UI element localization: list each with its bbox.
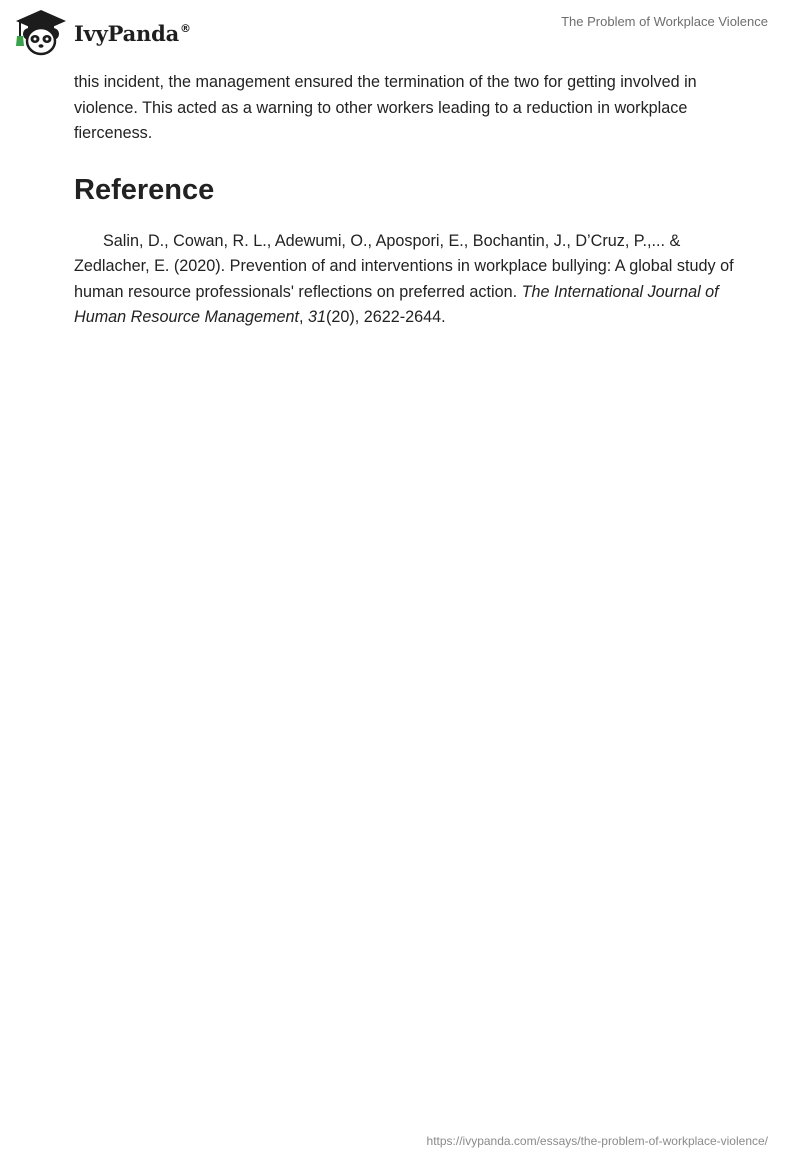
reference-sep: , (298, 308, 308, 326)
page-header (0, 0, 800, 64)
document-body (74, 70, 734, 331)
running-title: The Problem of Workplace Violence (561, 14, 768, 29)
reference-authors: Salin, D., Cowan, R. L., Adewumi, O., Apospori, E., Bochantin, J., D’Cruz, P.,... & Zedlacher, E. (2020). Prevention of and interventions in workplace bullying: A global study of human resource professionals' reflections on preferred action. (74, 231, 734, 301)
logo-text: IvyPanda® (74, 20, 191, 46)
reference-issue-pages: (20), 2622-2644. (325, 308, 446, 326)
panda-graduate-icon (14, 8, 68, 56)
reference-heading: Reference (74, 173, 215, 206)
body-paragraph: this incident, the management ensured the termination of the two for getting involved in violence. This acted as a warning to other workers leading to a reduction in workplace fierceness. (74, 73, 697, 142)
reference-volume: 31 (307, 308, 326, 326)
footer-url[interactable]: https://ivypanda.com/essays/the-problem-of-workplace-violence/ (426, 1134, 768, 1148)
reference-entry (74, 229, 734, 331)
reference-journal: The International Journal of Human Resource Management (74, 282, 719, 326)
ivypanda-logo[interactable] (14, 8, 191, 56)
